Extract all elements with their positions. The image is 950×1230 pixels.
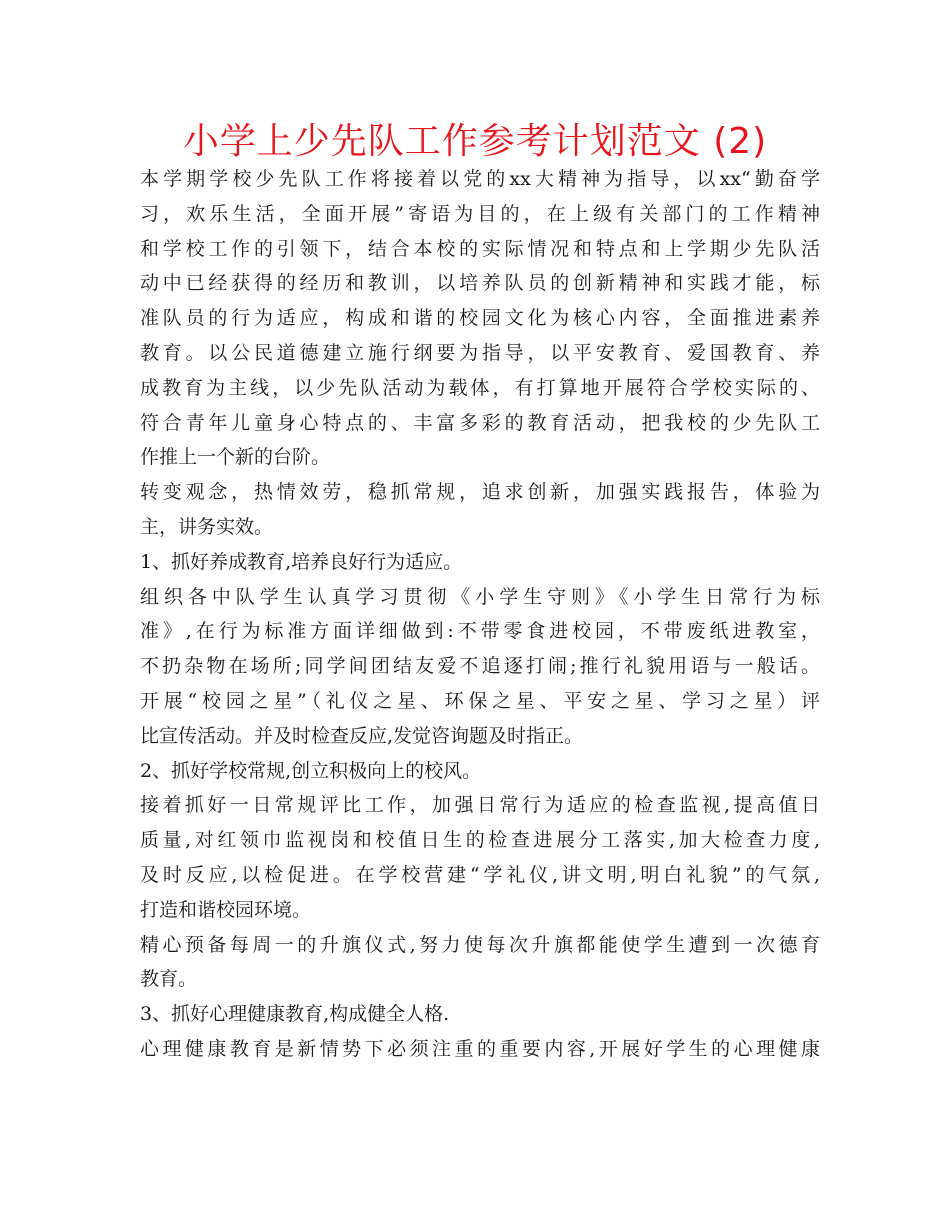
paragraph-line: 接着抓好一日常规评比工作，加强日常行为适应的检查监视,提高值日 xyxy=(140,794,820,817)
paragraph-line: 教育。 xyxy=(140,968,198,991)
paragraph-line: 准队员的行为适应，构成和谐的校园文化为核心内容，全面推进素养 xyxy=(140,307,820,330)
paragraph-line: 成教育为主线，以少先队活动为载体，有打算地开展符合学校实际的、 xyxy=(140,376,820,399)
paragraph-line: 及时反应,以检促进。在学校营建“学礼仪,讲文明,明白礼貌”的气氛, xyxy=(140,863,820,886)
paragraph-line: 主，讲务实效。 xyxy=(140,515,274,538)
paragraph-line: 精心预备每周一的升旗仪式,努力使每次升旗都能使学生遭到一次德育 xyxy=(140,933,820,956)
paragraph-line: 习，欢乐生活，全面开展”寄语为目的，在上级有关部门的工作精神 xyxy=(140,202,820,225)
document-body xyxy=(140,162,820,1067)
paragraph-line: 作推上一个新的台阶。 xyxy=(140,446,331,469)
paragraph-line: 动中已经获得的经历和教训，以培养队员的创新精神和实践才能，标 xyxy=(140,272,820,295)
paragraph-line: 质量,对红领巾监视岗和校值日生的检查进展分工落实,加大检查力度, xyxy=(140,829,820,852)
paragraph-line: 符合青年儿童身心特点的、丰富多彩的教育活动，把我校的少先队工 xyxy=(140,411,820,434)
paragraph-line: 转变观念，热情效劳，稳抓常规，追求创新，加强实践报告，体验为 xyxy=(140,481,820,504)
paragraph-line: 3、抓好心理健康教育,构成健全人格. xyxy=(140,1003,450,1026)
paragraph-line: 开展“校园之星”（礼仪之星、环保之星、平安之星、学习之星）评 xyxy=(140,689,820,712)
paragraph-line: 2、抓好学校常规,创立积极向上的校风。 xyxy=(140,759,482,782)
paragraph-line: 和学校工作的引领下，结合本校的实际情况和特点和上学期少先队活 xyxy=(140,237,820,260)
paragraph-line: 组织各中队学生认真学习贯彻《小学生守则》《小学生日常行为标 xyxy=(140,585,820,608)
paragraph-line: 本学期学校少先队工作将接着以党的xx大精神为指导，以xx“勤奋学 xyxy=(140,168,820,190)
paragraph-line: 准》,在行为标准方面详细做到:不带零食进校园，不带废纸进教室， xyxy=(140,620,820,643)
paragraph-line: 比宣传活动。并及时检查反应,发觉咨询题及时指正。 xyxy=(140,724,584,747)
paragraph-line: 不扔杂物在场所;同学间团结友爱不追逐打闹;推行礼貌用语与一般话。 xyxy=(140,655,820,678)
paragraph-line: 1、抓好养成教育,培养良好行为适应。 xyxy=(140,550,463,573)
paragraph-line: 教育。以公民道德建立施行纲要为指导，以平安教育、爱国教育、养 xyxy=(140,341,820,364)
paragraph-line: 心理健康教育是新情势下必须注重的重要内容,开展好学生的心理健康 xyxy=(140,1037,820,1060)
page-title: 小学上少先队工作参考计划范文 (2) xyxy=(182,121,768,162)
paragraph-line: 打造和谐校园环境。 xyxy=(140,898,312,921)
